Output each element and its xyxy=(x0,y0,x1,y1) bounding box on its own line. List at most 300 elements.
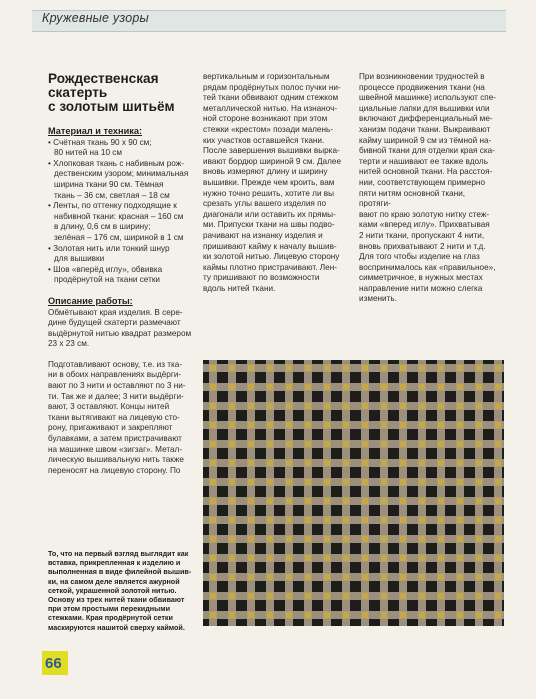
gold-wrap-knot xyxy=(400,403,406,409)
gold-wrap-knot xyxy=(362,365,368,371)
gold-wrap-knot xyxy=(210,384,216,390)
text-line: ткани вытягивают на лицевую сто- xyxy=(48,412,180,422)
gold-wrap-knot xyxy=(438,574,444,580)
gold-wrap-knot xyxy=(419,422,425,428)
gold-wrap-knot xyxy=(495,479,501,485)
gold-wrap-knot xyxy=(343,498,349,504)
mesh-vertical-strand xyxy=(228,360,236,626)
gold-wrap-knot xyxy=(267,536,273,542)
mesh-vertical-strand xyxy=(209,360,217,626)
gold-wrap-knot xyxy=(267,574,273,580)
gold-wrap-knot xyxy=(210,555,216,561)
gold-wrap-knot xyxy=(457,555,463,561)
gold-wrap-knot xyxy=(362,612,368,618)
gold-wrap-knot xyxy=(438,403,444,409)
gold-wrap-knot xyxy=(495,536,501,542)
caption-line: То, что на первый взгляд выглядит как xyxy=(48,549,189,558)
gold-wrap-knot xyxy=(286,365,292,371)
photo-caption xyxy=(48,549,196,632)
materials-line: для вышивки xyxy=(54,254,105,264)
gold-wrap-knot xyxy=(343,555,349,561)
gold-wrap-knot xyxy=(267,441,273,447)
gold-wrap-knot xyxy=(210,422,216,428)
text-line: Для того чтобы изделие на глаз xyxy=(359,252,480,262)
text-line: ки золотой нитью. Лицевую сторону xyxy=(203,252,340,262)
gold-wrap-knot xyxy=(324,403,330,409)
text-line: нужно точно решить, хотите ли вы xyxy=(203,188,335,198)
caption-line: при этом простыми перекидными xyxy=(48,604,170,614)
gold-wrap-knot xyxy=(286,498,292,504)
text-line: ханизм подачи ткани. Выкраивают xyxy=(359,124,491,134)
page-header xyxy=(0,0,536,40)
gold-wrap-knot xyxy=(305,498,311,504)
materials-line: ткань – 36 см, светлая – 18 см xyxy=(54,190,170,200)
column-1 xyxy=(48,72,196,476)
gold-wrap-knot xyxy=(248,574,254,580)
gold-wrap-knot xyxy=(362,536,368,542)
gold-wrap-knot xyxy=(343,479,349,485)
gold-wrap-knot xyxy=(229,574,235,580)
gold-wrap-knot xyxy=(419,441,425,447)
gold-wrap-knot xyxy=(362,479,368,485)
gold-wrap-knot xyxy=(476,422,482,428)
section-title: Кружевные узоры xyxy=(42,11,149,25)
materials-line: • Счётная ткань 90 х 90 см; xyxy=(48,137,152,147)
gold-wrap-knot xyxy=(476,517,482,523)
gold-wrap-knot xyxy=(381,460,387,466)
text-line: ивают бордюр шириной 9 см. Далее xyxy=(203,156,341,166)
gold-wrap-knot xyxy=(495,384,501,390)
text-line: Обмётывают края изделия. В сере- xyxy=(48,307,183,317)
gold-wrap-knot xyxy=(286,555,292,561)
gold-wrap-knot xyxy=(286,403,292,409)
gold-wrap-knot xyxy=(286,536,292,542)
materials-line: ширина ткани 90 см. Тёмная xyxy=(54,179,164,189)
gold-wrap-knot xyxy=(248,460,254,466)
gold-wrap-knot xyxy=(210,365,216,371)
caption-line: ки, на самом деле является ажурной xyxy=(48,576,180,586)
gold-wrap-knot xyxy=(343,403,349,409)
gold-wrap-knot xyxy=(381,593,387,599)
gold-wrap-knot xyxy=(438,479,444,485)
gold-wrap-knot xyxy=(362,422,368,428)
gold-wrap-knot xyxy=(419,384,425,390)
text-line: вают, 3 оставляют. Концы нитей xyxy=(48,402,170,412)
gold-wrap-knot xyxy=(343,441,349,447)
gold-wrap-knot xyxy=(248,612,254,618)
gold-wrap-knot xyxy=(305,536,311,542)
gold-wrap-knot xyxy=(305,612,311,618)
gold-wrap-knot xyxy=(457,536,463,542)
text-line: кайму шириной 9 см из тёмной на- xyxy=(359,135,492,145)
materials-line: дественским узором; минимальная xyxy=(54,169,189,179)
materials-heading: Материал и техника: xyxy=(48,126,143,136)
gold-wrap-knot xyxy=(324,441,330,447)
gold-wrap-knot xyxy=(305,574,311,580)
gold-wrap-knot xyxy=(476,365,482,371)
gold-wrap-knot xyxy=(457,384,463,390)
gold-wrap-knot xyxy=(457,574,463,580)
gold-wrap-knot xyxy=(381,403,387,409)
gold-wrap-knot xyxy=(381,384,387,390)
text-line: швейной машинке) используют спе- xyxy=(359,93,497,103)
gold-wrap-knot xyxy=(419,479,425,485)
text-line: рону, пригаживают и закрепляют xyxy=(48,423,173,433)
text-line: Подготавливают основу, т.е. из тка- xyxy=(48,359,183,369)
text-line: ких участков оставшейся ткани. xyxy=(203,135,325,145)
gold-wrap-knot xyxy=(343,612,349,618)
gold-wrap-knot xyxy=(324,574,330,580)
gold-wrap-knot xyxy=(362,517,368,523)
gold-wrap-knot xyxy=(400,422,406,428)
gold-wrap-knot xyxy=(248,555,254,561)
gold-wrap-knot xyxy=(419,536,425,542)
gold-wrap-knot xyxy=(286,612,292,618)
gold-wrap-knot xyxy=(381,536,387,542)
text-line: дине будущей скатерти размечают xyxy=(48,318,181,328)
text-line: лическую вышивальную нить также xyxy=(48,455,184,465)
text-line: терти и нашивают ее также вдоль xyxy=(359,156,488,166)
gold-wrap-knot xyxy=(248,422,254,428)
text-line: вают по краю золотую нитку стеж- xyxy=(359,209,490,219)
gold-wrap-knot xyxy=(457,460,463,466)
gold-wrap-knot xyxy=(381,422,387,428)
gold-wrap-knot xyxy=(343,365,349,371)
gold-thread-mesh-photo xyxy=(203,360,504,626)
gold-wrap-knot xyxy=(210,612,216,618)
gold-wrap-knot xyxy=(457,365,463,371)
gold-wrap-knot xyxy=(419,460,425,466)
text-line: тей ткани обвивают одним стежком xyxy=(203,93,339,103)
materials-line: • Шов «вперёд иглу», обвивка xyxy=(48,264,163,274)
gold-wrap-knot xyxy=(324,384,330,390)
gold-wrap-knot xyxy=(305,593,311,599)
text-line: циальные лапки для вышивки или xyxy=(359,103,490,113)
gold-wrap-knot xyxy=(286,422,292,428)
gold-wrap-knot xyxy=(229,593,235,599)
gold-wrap-knot xyxy=(495,498,501,504)
gold-wrap-knot xyxy=(210,517,216,523)
gold-wrap-knot xyxy=(476,574,482,580)
gold-wrap-knot xyxy=(210,479,216,485)
gold-wrap-knot xyxy=(438,498,444,504)
gold-wrap-knot xyxy=(343,422,349,428)
text-line: рядам продёрнутых полос пучки ни- xyxy=(203,82,341,92)
gold-wrap-knot xyxy=(400,555,406,561)
gold-wrap-knot xyxy=(476,555,482,561)
gold-wrap-knot xyxy=(438,612,444,618)
gold-wrap-knot xyxy=(324,593,330,599)
gold-wrap-knot xyxy=(267,460,273,466)
gold-wrap-knot xyxy=(381,498,387,504)
gold-wrap-knot xyxy=(400,441,406,447)
gold-wrap-knot xyxy=(210,536,216,542)
materials-line: в длину, 0,6 см в ширину; xyxy=(54,222,151,232)
gold-wrap-knot xyxy=(400,365,406,371)
gold-wrap-knot xyxy=(362,555,368,561)
gold-wrap-knot xyxy=(305,555,311,561)
text-line: вдоль нитей ткани. xyxy=(203,283,276,293)
gold-wrap-knot xyxy=(267,555,273,561)
text-line: вновь прихватывают 2 нити и т.д. xyxy=(359,241,486,251)
materials-line: продёрнутой на ткани сетки xyxy=(54,275,160,285)
gold-wrap-knot xyxy=(495,555,501,561)
gold-wrap-knot xyxy=(229,479,235,485)
caption-line: сеткой, украшенной золотой нитью. xyxy=(48,585,177,595)
text-line: ной стороне возникают при этом xyxy=(203,114,328,124)
text-line: стежки «крестом» позади малень- xyxy=(203,124,333,134)
gold-wrap-knot xyxy=(248,365,254,371)
gold-wrap-knot xyxy=(419,498,425,504)
gold-wrap-knot xyxy=(495,441,501,447)
title-line-2: с золотым шитьём xyxy=(48,99,175,114)
gold-wrap-knot xyxy=(457,517,463,523)
gold-wrap-knot xyxy=(267,403,273,409)
materials-list xyxy=(48,138,196,286)
gold-wrap-knot xyxy=(248,517,254,523)
text-line: симметричное, в нужных местах xyxy=(359,273,483,283)
gold-wrap-knot xyxy=(438,593,444,599)
materials-line: • Ленты, по оттенку подходящие к xyxy=(48,201,177,211)
mesh-vertical-strand xyxy=(456,360,464,626)
text-line: вают по 3 нити и оставляют по 3 ни- xyxy=(48,381,186,391)
gold-wrap-knot xyxy=(476,403,482,409)
gold-wrap-knot xyxy=(381,574,387,580)
gold-wrap-knot xyxy=(495,365,501,371)
mesh-vertical-strand xyxy=(323,360,331,626)
gold-wrap-knot xyxy=(229,403,235,409)
gold-wrap-knot xyxy=(286,479,292,485)
gold-wrap-knot xyxy=(457,441,463,447)
materials-line: набивной ткани: красная – 160 см xyxy=(54,211,184,221)
gold-wrap-knot xyxy=(419,403,425,409)
gold-wrap-knot xyxy=(362,574,368,580)
gold-wrap-knot xyxy=(229,460,235,466)
gold-wrap-knot xyxy=(229,441,235,447)
gold-wrap-knot xyxy=(438,441,444,447)
caption-line: стежками. Края продёрнутой сетки xyxy=(48,613,173,623)
gold-wrap-knot xyxy=(495,422,501,428)
gold-wrap-knot xyxy=(457,422,463,428)
gold-wrap-knot xyxy=(381,441,387,447)
gold-wrap-knot xyxy=(324,555,330,561)
gold-wrap-knot xyxy=(267,517,273,523)
gold-wrap-knot xyxy=(438,422,444,428)
gold-wrap-knot xyxy=(343,536,349,542)
gold-wrap-knot xyxy=(267,384,273,390)
page-number: 66 xyxy=(45,655,62,672)
title-line-1: Рождественская скатерть xyxy=(48,71,159,100)
text-line: ти. Так же и далее; 3 нити выдёрги- xyxy=(48,391,184,401)
gold-wrap-knot xyxy=(248,593,254,599)
gold-wrap-knot xyxy=(343,517,349,523)
mesh-vertical-strand xyxy=(437,360,445,626)
gold-wrap-knot xyxy=(229,365,235,371)
gold-wrap-knot xyxy=(210,403,216,409)
text-line: вышивки. Прежде чем кроить, вам xyxy=(203,177,335,187)
gold-wrap-knot xyxy=(438,555,444,561)
gold-wrap-knot xyxy=(495,517,501,523)
gold-wrap-knot xyxy=(324,612,330,618)
gold-wrap-knot xyxy=(400,517,406,523)
text-line: 2 нити ткани, пропускают 4 нити, xyxy=(359,230,485,240)
text-line: переносят на лицевую сторону. По xyxy=(48,465,181,475)
mesh-vertical-strand xyxy=(380,360,388,626)
gold-wrap-knot xyxy=(343,574,349,580)
gold-wrap-knot xyxy=(248,536,254,542)
gold-wrap-knot xyxy=(400,479,406,485)
caption-line: выполненная в виде филейной вышив- xyxy=(48,567,192,577)
mesh-vertical-strand xyxy=(475,360,483,626)
gold-wrap-knot xyxy=(324,365,330,371)
gold-wrap-knot xyxy=(419,574,425,580)
gold-wrap-knot xyxy=(362,593,368,599)
gold-wrap-knot xyxy=(381,612,387,618)
gold-wrap-knot xyxy=(229,384,235,390)
gold-wrap-knot xyxy=(248,403,254,409)
gold-wrap-knot xyxy=(305,517,311,523)
paragraph-gap xyxy=(48,350,196,360)
gold-wrap-knot xyxy=(400,574,406,580)
gold-wrap-knot xyxy=(324,422,330,428)
materials-line: • Золотая нить или тонкий шнур xyxy=(48,243,170,253)
gold-wrap-knot xyxy=(362,384,368,390)
gold-wrap-knot xyxy=(248,479,254,485)
text-line: При возникновении трудностей в xyxy=(359,72,485,81)
gold-wrap-knot xyxy=(476,612,482,618)
text-line: нитей основной ткани. На расстоя- xyxy=(359,167,493,177)
materials-line: зелёная – 176 см, шириной в 1 см xyxy=(54,232,184,242)
gold-wrap-knot xyxy=(229,498,235,504)
gold-wrap-knot xyxy=(457,612,463,618)
gold-wrap-knot xyxy=(267,498,273,504)
gold-wrap-knot xyxy=(286,441,292,447)
gold-wrap-knot xyxy=(419,593,425,599)
text-line: бивной ткани для отделки края ска- xyxy=(359,146,495,156)
gold-wrap-knot xyxy=(438,460,444,466)
text-line: 23 х 23 см. xyxy=(48,339,90,349)
gold-wrap-knot xyxy=(400,612,406,618)
gold-wrap-knot xyxy=(343,460,349,466)
text-line: ни в обоих направлениях выдёрги- xyxy=(48,370,182,380)
gold-wrap-knot xyxy=(476,460,482,466)
text-line: пяти нитям основной ткани, протяги- xyxy=(359,188,466,209)
mesh-vertical-strand xyxy=(399,360,407,626)
gold-wrap-knot xyxy=(229,555,235,561)
column-2 xyxy=(203,72,346,294)
text-line: ту пришивают по возможности xyxy=(203,273,320,283)
text-line: металлической нитью. На изнаноч- xyxy=(203,103,338,113)
mesh-vertical-strand xyxy=(418,360,426,626)
materials-line: 80 нитей на 10 см xyxy=(54,148,122,158)
text-line: рачивают на изнанку изделия и xyxy=(203,230,323,240)
text-line: выдёрнутой нитью квадрат размером xyxy=(48,328,192,338)
gold-wrap-knot xyxy=(286,517,292,523)
mesh-vertical-strand xyxy=(247,360,255,626)
gold-wrap-knot xyxy=(305,479,311,485)
gold-wrap-knot xyxy=(305,441,311,447)
gold-wrap-knot xyxy=(381,479,387,485)
gold-wrap-knot xyxy=(305,460,311,466)
gold-wrap-knot xyxy=(381,365,387,371)
text-line: изменить. xyxy=(359,294,397,304)
gold-wrap-knot xyxy=(324,498,330,504)
gold-wrap-knot xyxy=(476,593,482,599)
gold-wrap-knot xyxy=(286,574,292,580)
work-text xyxy=(48,308,196,477)
mesh-vertical-strand xyxy=(266,360,274,626)
mesh-vertical-strand xyxy=(361,360,369,626)
gold-wrap-knot xyxy=(419,612,425,618)
text-line: вновь измеряют длину и ширину xyxy=(203,167,328,177)
gold-wrap-knot xyxy=(476,536,482,542)
caption-line: вставка, прикрепленная к изделию и xyxy=(48,558,181,568)
gold-wrap-knot xyxy=(210,593,216,599)
gold-wrap-knot xyxy=(419,365,425,371)
gold-wrap-knot xyxy=(400,384,406,390)
gold-wrap-knot xyxy=(495,403,501,409)
gold-wrap-knot xyxy=(438,365,444,371)
gold-wrap-knot xyxy=(305,384,311,390)
gold-wrap-knot xyxy=(286,460,292,466)
gold-wrap-knot xyxy=(229,536,235,542)
text-line: ми. Припуски ткани на швы подво- xyxy=(203,220,335,230)
gold-wrap-knot xyxy=(400,536,406,542)
gold-wrap-knot xyxy=(343,593,349,599)
gold-wrap-knot xyxy=(419,517,425,523)
gold-wrap-knot xyxy=(305,422,311,428)
gold-wrap-knot xyxy=(267,479,273,485)
gold-wrap-knot xyxy=(343,384,349,390)
gold-wrap-knot xyxy=(362,403,368,409)
gold-wrap-knot xyxy=(248,498,254,504)
text-line: булавками, а затем пристрачивают xyxy=(48,434,182,444)
text-line: диагонали или оставить их прямы- xyxy=(203,209,336,219)
gold-wrap-knot xyxy=(457,479,463,485)
gold-wrap-knot xyxy=(438,536,444,542)
gold-wrap-knot xyxy=(248,441,254,447)
gold-wrap-knot xyxy=(229,517,235,523)
gold-wrap-knot xyxy=(362,441,368,447)
gold-wrap-knot xyxy=(495,612,501,618)
text-line: на машинке швом «зигзаг». Метал- xyxy=(48,444,183,454)
gold-wrap-knot xyxy=(400,498,406,504)
gold-wrap-knot xyxy=(495,593,501,599)
gold-wrap-knot xyxy=(362,460,368,466)
gold-wrap-knot xyxy=(457,498,463,504)
column-3 xyxy=(359,72,499,305)
gold-wrap-knot xyxy=(267,593,273,599)
gold-wrap-knot xyxy=(324,460,330,466)
gold-wrap-knot xyxy=(267,612,273,618)
gold-wrap-knot xyxy=(476,441,482,447)
mesh-vertical-strand xyxy=(342,360,350,626)
gold-wrap-knot xyxy=(210,498,216,504)
gold-wrap-knot xyxy=(210,574,216,580)
caption-line: маскируются нашитой сверху каймой. xyxy=(48,622,185,632)
gold-wrap-knot xyxy=(381,555,387,561)
mesh-vertical-strand xyxy=(285,360,293,626)
gold-wrap-knot xyxy=(305,403,311,409)
text-line: вертикальным и горизонтальным xyxy=(203,72,330,81)
mesh-vertical-strand xyxy=(304,360,312,626)
text-line: пришивают кайму к началу вышив- xyxy=(203,241,337,251)
gold-wrap-knot xyxy=(286,593,292,599)
gold-wrap-knot xyxy=(400,460,406,466)
gold-wrap-knot xyxy=(400,593,406,599)
gold-wrap-knot xyxy=(476,384,482,390)
gold-wrap-knot xyxy=(229,422,235,428)
